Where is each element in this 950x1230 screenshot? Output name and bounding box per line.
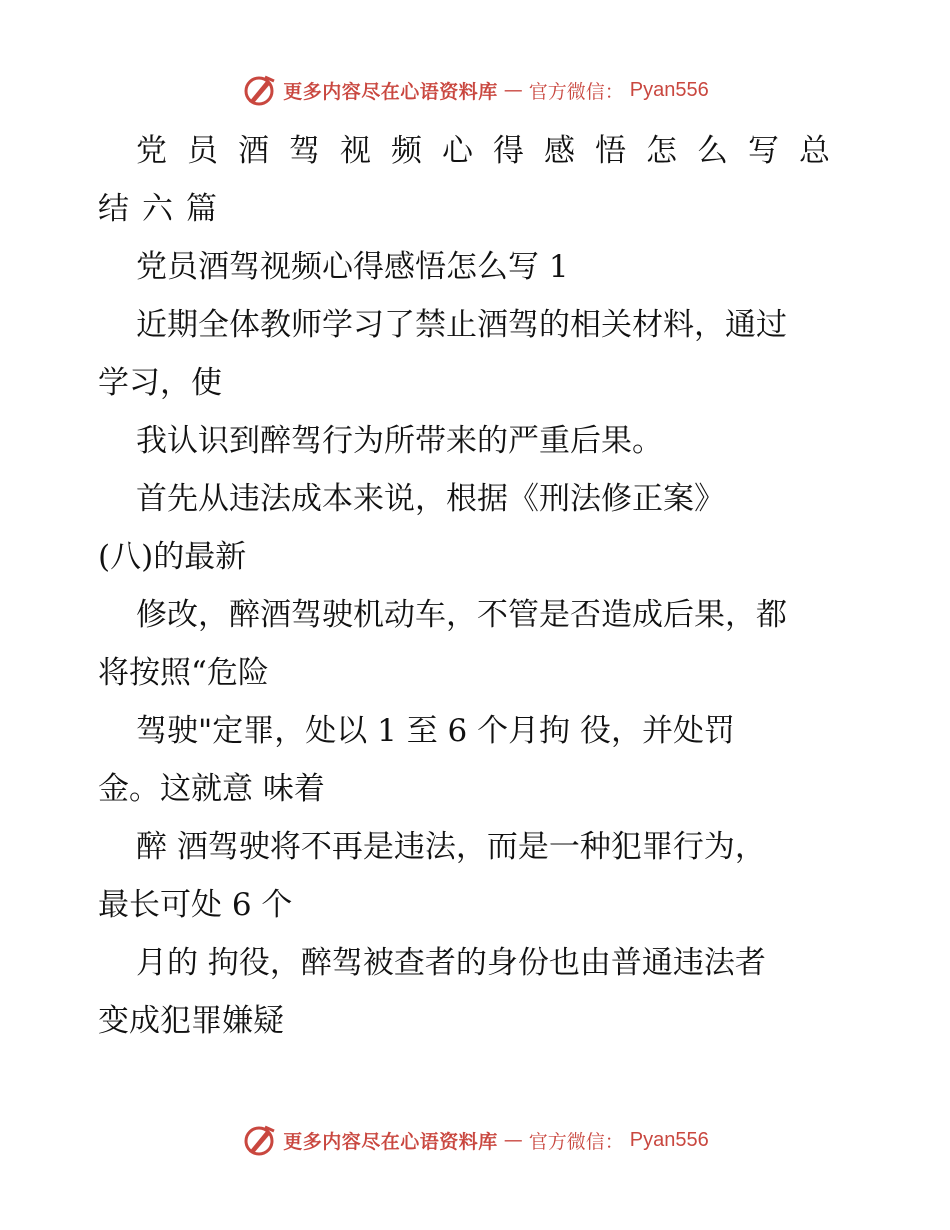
paragraph-line: 驾驶"定罪，处以 1 至 6 个月拘 役，并处罚	[136, 713, 735, 749]
watermark-id: Pyan556	[629, 78, 709, 101]
paragraph-line: 月的 拘役，醉驾被查者的身份也由普通违法者	[136, 945, 766, 981]
paragraph-line: 我认识到醉驾行为所带来的严重后果。	[136, 423, 663, 459]
document-body	[98, 122, 858, 1050]
quill-seal-icon	[241, 72, 277, 108]
watermark-site-text: 更多内容尽在心语资料库	[283, 1130, 498, 1153]
paragraph-line: 修改，醉酒驾驶机动车，不管是否造成后果，都	[136, 597, 787, 633]
paragraph-line: 变成犯罪嫌疑	[98, 1003, 284, 1039]
quill-seal-icon	[241, 1122, 277, 1158]
watermark-label: 官方微信：	[528, 80, 624, 103]
watermark-dash: —	[503, 79, 523, 101]
paragraph-line: 将按照“危险	[98, 655, 269, 691]
section-heading: 党员酒驾视频心得感悟怎么写 1	[136, 249, 569, 285]
watermark-id: Pyan556	[629, 1128, 709, 1151]
document-title: 党员酒驾视频心得感悟怎么写总	[136, 133, 850, 169]
paragraph-line: 最长可处 6 个	[98, 887, 293, 923]
watermark-dash: —	[503, 1129, 523, 1151]
header-watermark	[0, 70, 950, 110]
footer-watermark	[0, 1120, 950, 1160]
paragraph-line: 首先从违法成本来说，根据《刑法修正案》	[136, 481, 725, 517]
watermark-label: 官方微信：	[528, 1130, 624, 1153]
document-title-continued: 结六篇	[98, 191, 230, 227]
paragraph-line: 醉 酒驾驶将不再是违法，而是一种犯罪行为，	[136, 829, 766, 865]
paragraph-line: 近期全体教师学习了禁止酒驾的相关材料，通过	[136, 307, 787, 343]
watermark-site-text: 更多内容尽在心语资料库	[283, 80, 498, 103]
paragraph-line: 学习，使	[98, 365, 222, 401]
paragraph-line: 金。这就意 味着	[98, 771, 325, 807]
paragraph-line: (八)的最新	[98, 539, 247, 575]
